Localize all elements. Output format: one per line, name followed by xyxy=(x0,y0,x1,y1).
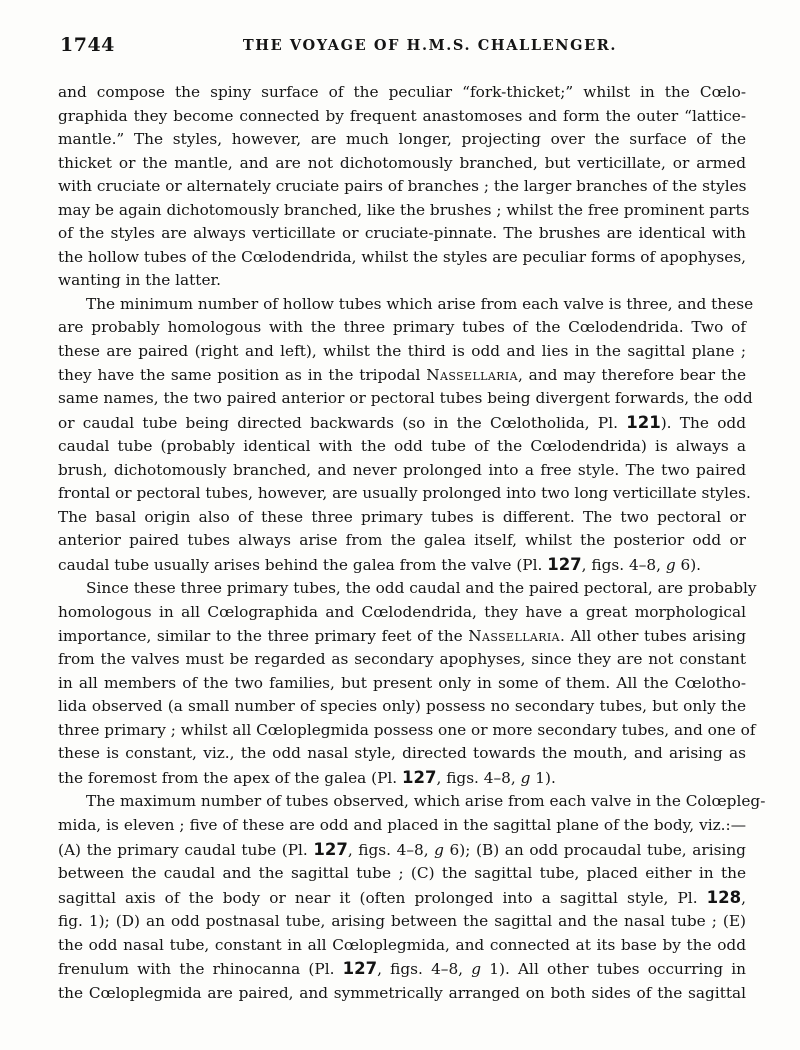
text-line: the odd nasal tube, constant in all Cœloplegmida, and connected at its base by the odd xyxy=(58,935,746,954)
text-line: in all members of the two families, but present only in some of them. All the Cœlotho- xyxy=(58,673,746,692)
text-line: may be again dichotomously branched, like the brushes ; whilst the free prominent parts xyxy=(58,200,750,219)
text-line: or caudal tube being directed backwards (so in the Cœlotholida, Pl. 121). The odd xyxy=(58,412,746,432)
paragraph-4 xyxy=(58,790,766,1005)
text-line: The maximum number of tubes observed, which arise from each valve in the Colœpleg- xyxy=(86,792,766,811)
text-line: caudal tube usually arises behind the galea from the valve (Pl. 127, figs. 4–8, g 6). xyxy=(58,554,702,574)
text-line: importance, similar to the three primary feet of the Nassellaria. All other tubes arising xyxy=(58,626,747,645)
page-number: 1744 xyxy=(60,34,115,56)
text-line: wanting in the latter. xyxy=(58,271,221,290)
text-line: sagittal axis of the body or near it (often prolonged into a sagittal style, Pl. 128, xyxy=(58,887,746,907)
text-line: and compose the spiny surface of the peculiar “fork-thicket;” whilst in the Cœlo- xyxy=(58,83,746,101)
text-line: lida observed (a small number of species only) possess no secondary tubes, but only the xyxy=(58,697,746,716)
body-text xyxy=(58,81,766,1005)
text-line: the foremost from the apex of the galea (Pl. 127, figs. 4–8, g 1). xyxy=(58,767,556,787)
page-header xyxy=(60,34,750,64)
text-line: frontal or pectoral tubes, however, are usually prolonged into two long verticillate styles. xyxy=(58,484,751,503)
text-line: The basal origin also of these three primary tubes is different. The two pectoral or xyxy=(58,507,746,526)
text-line: these are paired (right and left), whilst the third is odd and lies in the sagittal plane ; xyxy=(58,342,746,361)
paragraph-3 xyxy=(58,577,757,790)
text-line: Since these three primary tubes, the odd caudal and the paired pectoral, are probably xyxy=(86,579,757,598)
text-line: mida, is eleven ; five of these are odd and placed in the sagittal plane of the body, viz.:— xyxy=(58,815,746,834)
text-line: thicket or the mantle, and are not dichotomously branched, but verticillate, or armed xyxy=(58,153,746,172)
text-line: are probably homologous with the three primary tubes of the Cœlodendrida. Two of xyxy=(58,318,746,337)
text-line: fig. 1); (D) an odd postnasal tube, arising between the sagittal and the nasal tube ; (E) xyxy=(58,912,746,931)
text-line: the Cœloplegmida are paired, and symmetrically arranged on both sides of the sagittal xyxy=(58,983,746,1002)
paragraph-1 xyxy=(58,81,750,293)
text-line: they have the same position as in the tripodal Nassellaria, and may therefore bear the xyxy=(58,365,746,384)
text-line: of the styles are always verticillate or cruciate-pinnate. The brushes are identical with xyxy=(58,224,746,243)
text-line: anterior paired tubes always arise from the galea itself, whilst the posterior odd or xyxy=(58,531,746,550)
text-line: caudal tube (probably identical with the odd tube of the Cœlodendrida) is always a xyxy=(58,437,746,456)
text-line: graphida they become connected by frequent anastomoses and form the outer “lattice- xyxy=(58,106,746,125)
text-line: brush, dichotomously branched, and never prolonged into a free style. The two paired xyxy=(58,460,746,479)
text-line: frenulum with the rhinocanna (Pl. 127, figs. 4–8, g 1). All other tubes occurring in xyxy=(58,959,746,979)
text-line: homologous in all Cœlographida and Cœlodendrida, they have a great morphological xyxy=(58,603,746,622)
text-line: with cruciate or alternately cruciate pairs of branches ; the larger branches of the styles xyxy=(58,177,747,196)
text-line: same names, the two paired anterior or pectoral tubes being divergent forwards, the odd xyxy=(58,389,753,408)
text-line: between the caudal and the sagittal tube ; (C) the sagittal tube, placed either in the xyxy=(58,864,746,883)
text-line: The minimum number of hollow tubes which arise from each valve is three, and these xyxy=(86,294,754,313)
text-line: from the valves must be regarded as secondary apophyses, since they are not constant xyxy=(58,650,746,669)
text-line: three primary ; whilst all Cœloplegmida possess one or more secondary tubes, and one of xyxy=(58,720,756,739)
text-line: these is constant, viz., the odd nasal style, directed towards the mouth, and arising as xyxy=(58,744,746,763)
paragraph-2 xyxy=(58,293,754,578)
text-line: the hollow tubes of the Cœlodendrida, whilst the styles are peculiar forms of apophyses, xyxy=(58,247,747,266)
text-line: (A) the primary caudal tube (Pl. 127, figs. 4–8, g 6); (B) an odd procaudal tube, arising xyxy=(58,839,746,859)
text-line: mantle.” The styles, however, are much longer, projecting over the surface of the xyxy=(58,130,746,149)
running-title: THE VOYAGE OF H.M.S. CHALLENGER. xyxy=(242,37,618,54)
